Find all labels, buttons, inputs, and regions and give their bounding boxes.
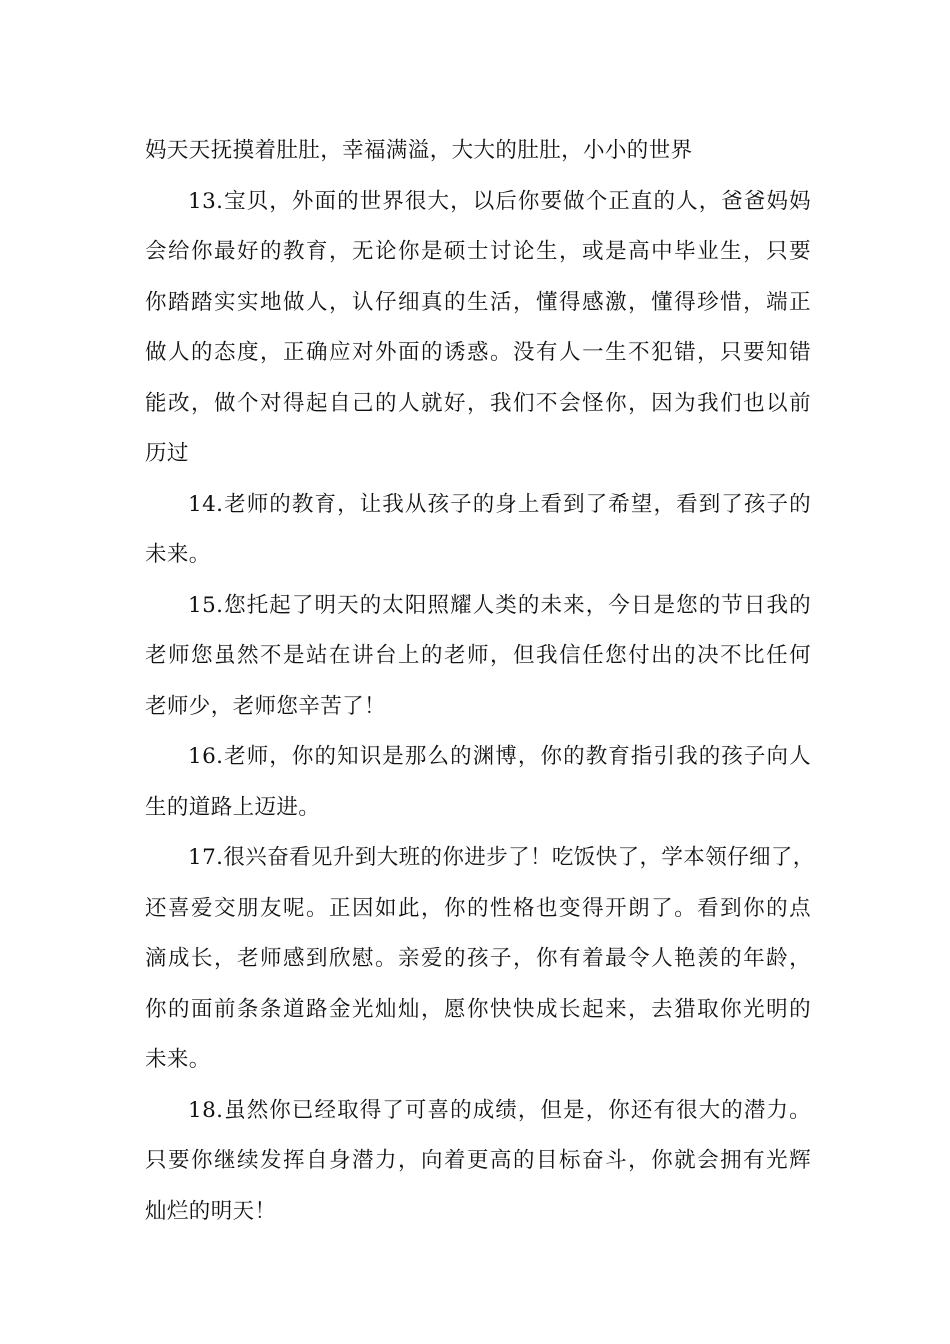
paragraph-continuation xyxy=(145,126,811,177)
text-line: 历过 xyxy=(145,441,189,466)
text-line: 灿烂的明天！ xyxy=(145,1198,277,1224)
text-line: 老师少，老师您辛苦了！ xyxy=(145,693,386,719)
paragraph-18 xyxy=(145,1086,811,1238)
paragraph-13 xyxy=(145,177,811,480)
text-line: 滴成长，老师感到欣慰。亲爱的孩子，你有着最令人艳羡的年龄， xyxy=(145,946,811,971)
text-line: 16.老师，你的知识是那么的渊博，你的教育指引我的孩子向人 xyxy=(188,744,811,769)
text-line: 只要你继续发挥自身潜力，向着更高的目标奋斗，你就会拥有光辉 xyxy=(145,1148,811,1173)
text-line: 17.很兴奋看见升到大班的你进步了！吃饭快了，学本领仔细了， xyxy=(188,845,815,870)
paragraph-14 xyxy=(145,480,811,581)
text-line: 未来。 xyxy=(145,542,211,567)
text-line: 13.宝贝，外面的世界很大，以后你要做个正直的人，爸爸妈妈 xyxy=(188,188,811,214)
text-line: 你的面前条条道路金光灿灿，愿你快快成长起来，去猎取你光明的 xyxy=(145,996,811,1022)
text-line: 未来。 xyxy=(145,1047,211,1072)
text-line: 15.您托起了明天的太阳照耀人类的未来，今日是您的节日我的 xyxy=(188,592,811,618)
document-body xyxy=(145,126,815,1237)
paragraph-17 xyxy=(145,833,815,1086)
text-line: 14.老师的教育，让我从孩子的身上看到了希望，看到了孩子的 xyxy=(188,491,811,517)
text-line: 生的道路上迈进。 xyxy=(145,794,321,820)
text-line: 能改，做个对得起自己的人就好，我们不会怪你，因为我们也以前 xyxy=(145,390,811,416)
paragraph-15 xyxy=(145,581,811,733)
text-line: 18.虽然你已经取得了可喜的成绩，但是，你还有很大的潜力。 xyxy=(188,1097,811,1123)
text-line: 你踏踏实实地做人，认仔细真的生活，懂得感激，懂得珍惜，端正 xyxy=(145,289,811,315)
text-line: 会给你最好的教育，无论你是硕士讨论生，或是高中毕业生，只要 xyxy=(145,239,811,264)
text-line: 做人的态度，正确应对外面的诱惑。没有人一生不犯错，只要知错 xyxy=(145,340,811,365)
text-line: 老师您虽然不是站在讲台上的老师，但我信任您付出的决不比任何 xyxy=(145,643,811,668)
text-line: 还喜爱交朋友呢。正因如此，你的性格也变得开朗了。看到你的点 xyxy=(145,895,811,921)
text-line: 妈天天抚摸着肚肚，幸福满溢，大大的肚肚，小小的世界 xyxy=(145,138,693,163)
paragraph-16 xyxy=(145,732,811,833)
